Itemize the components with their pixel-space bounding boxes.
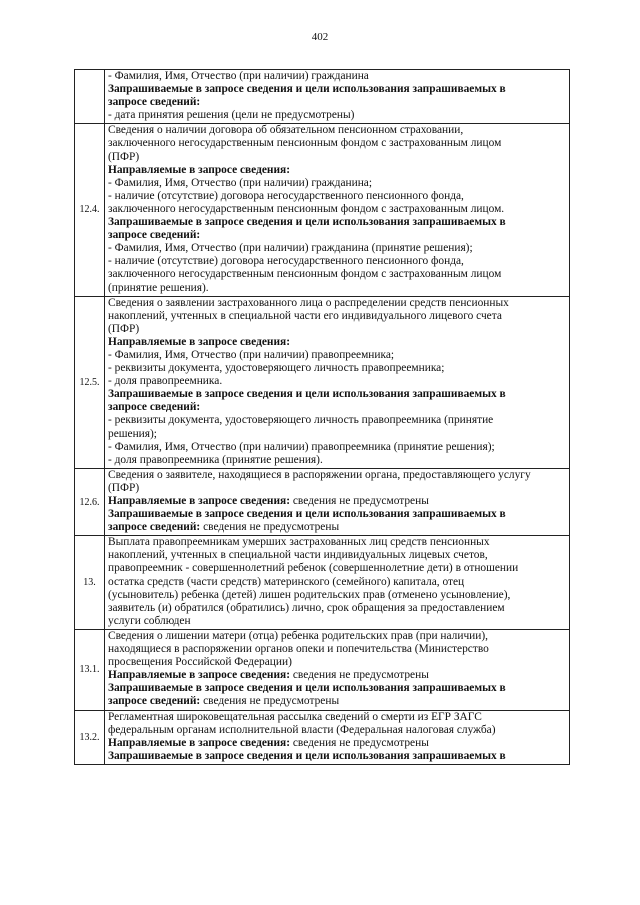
text-line: (ПФР): [108, 481, 140, 494]
text-line: Запрашиваемые в запросе сведения и цели использования запрашиваемых в: [108, 749, 506, 762]
text-line-heading: запросе сведений:: [108, 695, 201, 708]
text-line: запросе сведений:: [108, 96, 201, 109]
text-line-heading: Направляемые в запросе сведения:: [108, 669, 290, 682]
services-table: [74, 69, 570, 765]
text-line: запросе сведений:: [108, 401, 201, 414]
text-line: - наличие (отсутствие) договора негосударственного пенсионного фонда,: [108, 189, 464, 202]
text-line: заключенного негосударственным пенсионным фондом с застрахованным лицом: [108, 137, 502, 150]
row-number: 12.6.: [75, 468, 105, 535]
text-line: - дата принятия решения (цели не предусмотрены): [108, 109, 355, 122]
text-line: Сведения о заявителе, находящиеся в распоряжении органа, предоставляющего услугу: [108, 468, 531, 481]
text-line: - доля правопреемника.: [108, 375, 223, 388]
text-line: находящиеся в распоряжении органов опеки и попечительства (Министерство: [108, 643, 489, 656]
text-line: [108, 521, 565, 534]
text-line: Запрашиваемые в запросе сведения и цели использования запрашиваемых в: [108, 508, 506, 521]
text-line: - Фамилия, Имя, Отчество (при наличии) гражданина;: [108, 176, 373, 189]
row-number: 13.: [75, 536, 105, 630]
row-description: [105, 296, 570, 468]
text-line: Запрашиваемые в запросе сведения и цели использования запрашиваемых в: [108, 682, 506, 695]
table-row: [75, 296, 570, 468]
text-line-heading: Направляемые в запросе сведения:: [108, 495, 290, 507]
row-number: 12.5.: [75, 296, 105, 468]
text-line: заключенного негосударственным пенсионным фондом с застрахованным лицом: [108, 268, 502, 281]
row-description: [105, 124, 570, 296]
text-line: Запрашиваемые в запросе сведения и цели использования запрашиваемых в: [108, 83, 506, 96]
text-line: - наличие (отсутствие) договора негосударственного пенсионного фонда,: [108, 255, 464, 268]
text-line: - доля правопреемника (принятие решения).: [108, 453, 323, 466]
text-line: Запрашиваемые в запросе сведения и цели использования запрашиваемых в: [108, 216, 506, 229]
text-line: заявитель (и) обратился (обратились) лично, срок обращения за предоставлением: [108, 601, 505, 614]
text-line: Сведения о лишении матери (отца) ребенка родительских прав (при наличии),: [108, 629, 488, 642]
text-line: - реквизиты документа, удостоверяющего личность правопреемника (принятие: [108, 414, 494, 427]
text-line: остатка средств (части средств) материнского (семейного) капитала, отец: [108, 575, 465, 588]
text-line: Регламентная широковещательная рассылка сведений о смерти из ЕГР ЗАГС: [108, 710, 482, 723]
text-line: - Фамилия, Имя, Отчество (при наличии) гражданина (принятие решения);: [108, 242, 473, 255]
table-row: [75, 70, 570, 124]
text-line: - Фамилия, Имя, Отчество (при наличии) правопреемника (принятие решения);: [108, 440, 495, 453]
row-description: [105, 70, 570, 124]
table-row: [75, 468, 570, 535]
text-line-value: сведения не предусмотрены: [290, 669, 429, 682]
text-line: Выплата правопреемникам умерших застрахованных лиц средств пенсионных: [108, 536, 490, 549]
text-line: [108, 495, 565, 508]
text-line: накоплений, учтенных в специальной части его индивидуального лицевого счета: [108, 309, 502, 322]
text-line: просвещения Российской Федерации): [108, 656, 292, 669]
text-line-value: сведения не предусмотрены: [200, 695, 340, 708]
text-line: - Фамилия, Имя, Отчество (при наличии) гражданина: [108, 70, 369, 82]
text-line: Запрашиваемые в запросе сведения и цели использования запрашиваемых в: [108, 388, 506, 401]
text-line: федеральным органам исполнительной власти (Федеральная налоговая служба): [108, 723, 496, 736]
table-row: [75, 124, 570, 296]
row-description: [105, 710, 570, 764]
text-line: [108, 669, 565, 682]
row-description: [105, 536, 570, 630]
text-line: накоплений, учтенных в специальной части индивидуальных лицевых счетов,: [108, 549, 488, 562]
table-row: [75, 710, 570, 764]
text-line: [108, 695, 565, 708]
text-line: решения);: [108, 427, 157, 440]
text-line: - Фамилия, Имя, Отчество (при наличии) правопреемника;: [108, 348, 395, 361]
row-number: 13.1.: [75, 629, 105, 710]
text-line: (усыновитель) ребенка (детей) лишен родительских прав (отменено усыновление),: [108, 588, 511, 601]
text-line: Направляемые в запросе сведения:: [108, 335, 290, 348]
text-line-heading: запросе сведений:: [108, 521, 201, 534]
row-description: [105, 629, 570, 710]
text-line: - реквизиты документа, удостоверяющего личность правопреемника;: [108, 362, 445, 375]
row-description: [105, 468, 570, 535]
row-number: [75, 70, 105, 124]
services-table-body: [75, 70, 570, 765]
text-line: заключенного негосударственным пенсионным фондом с застрахованным лицом.: [108, 202, 505, 215]
table-row: [75, 536, 570, 630]
text-line: (ПФР): [108, 322, 140, 335]
page-number: 402: [311, 31, 329, 43]
text-line-value: сведения не предусмотрены: [200, 521, 340, 534]
text-line-heading: Направляемые в запросе сведения:: [108, 736, 290, 749]
text-line: Сведения о заявлении застрахованного лица о распределении средств пенсионных: [108, 296, 509, 309]
table-row: [75, 629, 570, 710]
text-line: (принятие решения).: [108, 281, 209, 294]
text-line: Направляемые в запросе сведения:: [108, 163, 290, 176]
text-line: (ПФР): [108, 150, 140, 163]
text-line: правопреемник - совершеннолетний ребенок (совершеннолетние дети) в отношении: [108, 562, 519, 575]
text-line: запросе сведений:: [108, 229, 201, 242]
row-number: 13.2.: [75, 710, 105, 764]
text-line-value: сведения не предусмотрены: [290, 736, 429, 749]
text-line: [108, 737, 565, 750]
row-number: 12.4.: [75, 124, 105, 296]
text-line: Сведения о наличии договора об обязательном пенсионном страховании,: [108, 124, 464, 137]
text-line-value: сведения не предусмотрены: [290, 495, 429, 507]
text-line: услуги соблюден: [108, 614, 191, 627]
